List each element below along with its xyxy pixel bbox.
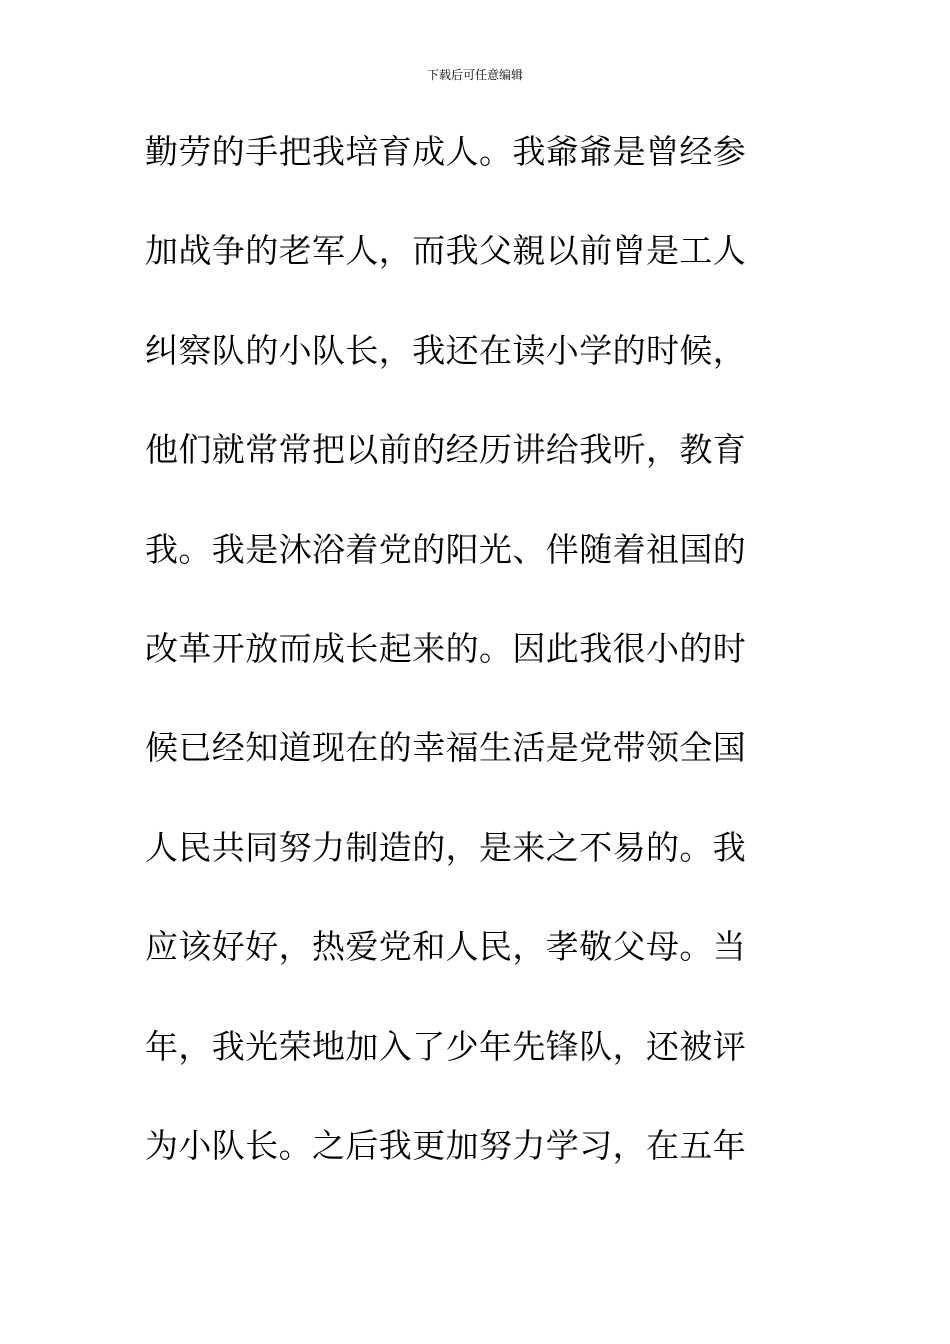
page-header: 下载后可任意编辑 (426, 68, 523, 82)
text-line: 年，我光荣地加入了少年先锋队，还被评 (145, 1026, 747, 1066)
text-line: 应该好好，热爱党和人民，孝敬父母。当 (145, 927, 747, 967)
text-line: 为小队长。之后我更加努力学习，在五年 (145, 1125, 747, 1165)
text-line: 他们就常常把以前的经历讲给我听，教育 (145, 430, 747, 470)
text-line: 改革开放而成长起来的。因此我很小的时 (145, 628, 747, 668)
text-line: 候已经知道现在的幸福生活是党带领全国 (145, 728, 747, 768)
text-line: 加战争的老军人，而我父親以前曾是工人 (145, 231, 747, 271)
text-line: 勤劳的手把我培育成人。我爺爺是曾经参 (145, 132, 747, 171)
text-line: 纠察队的小队长，我还在读小学的时候， (145, 330, 747, 370)
text-line: 我。我是沐浴着党的阳光、伴随着祖国的 (145, 529, 747, 569)
text-line: 人民共同努力制造的，是来之不易的。我 (145, 827, 747, 867)
body-text (145, 124, 785, 1217)
